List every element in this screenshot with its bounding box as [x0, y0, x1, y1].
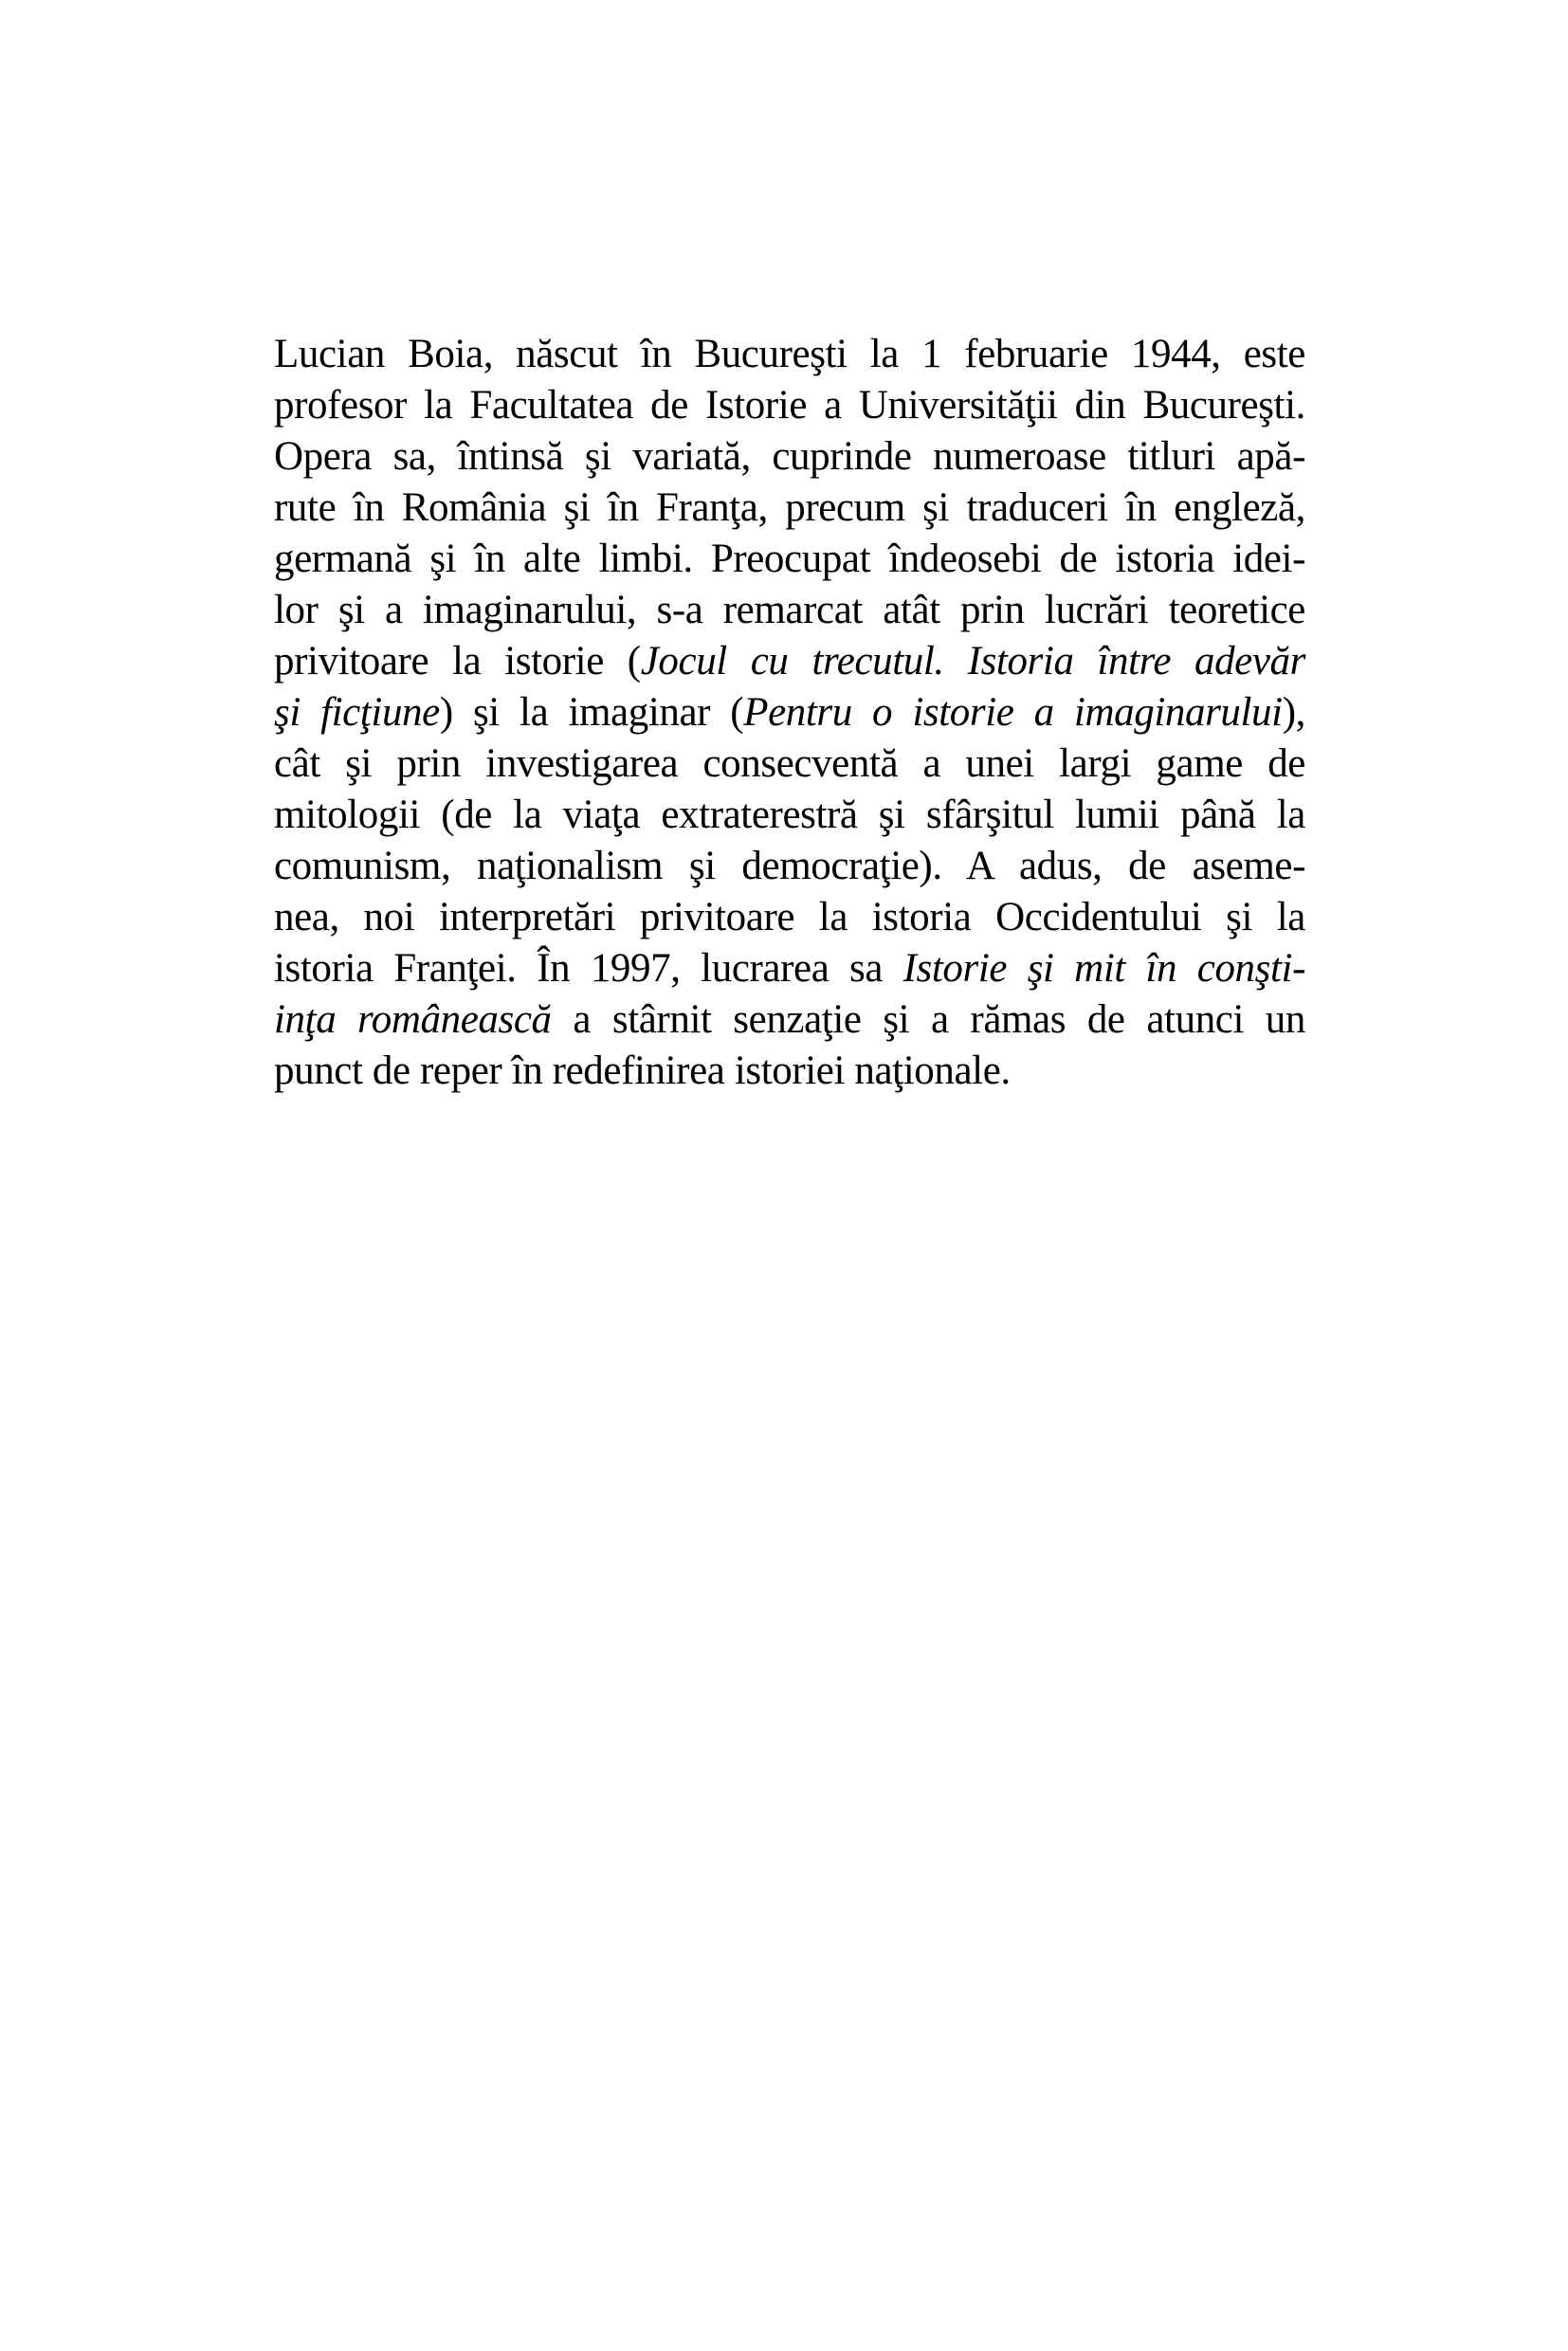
text-segment: comunism, naţionalism şi democraţie). A adus, de aseme-	[274, 844, 1305, 888]
text-segment: a stârnit senzaţie şi a rămas de atunci un	[551, 997, 1305, 1042]
text-segment: lor şi a imaginarului, s-a remarcat atât prin lucrări teoretice	[274, 588, 1305, 632]
text-segment: istoria Franţei. În 1997, lucrarea sa	[274, 946, 903, 991]
text-segment: Opera sa, întinsă şi variată, cuprinde numeroase titluri apă-	[274, 434, 1305, 479]
text-line	[274, 380, 1305, 431]
text-line	[274, 585, 1305, 636]
text-segment-italic: Pentru o istorie a imaginarului	[743, 690, 1283, 735]
text-segment: rute în România şi în Franţa, precum şi traduceri în engleză,	[274, 485, 1305, 530]
text-line	[274, 431, 1305, 483]
text-line	[274, 841, 1305, 892]
text-segment: Lucian Boia, născut în Bucureşti la 1 februarie 1944, este	[274, 332, 1305, 376]
text-line	[274, 892, 1305, 943]
text-segment-italic: inţa românească	[274, 997, 552, 1042]
text-line	[274, 483, 1305, 534]
text-segment-italic: Jocul cu trecutul. Istoria între adevăr	[640, 639, 1305, 683]
text-line	[274, 943, 1305, 994]
text-segment: cât şi prin investigarea consecventă a unei largi game de	[274, 741, 1305, 786]
author-bio-paragraph	[274, 329, 1305, 1097]
text-segment: punct de reper în redefinirea istoriei naţionale.	[274, 1048, 1011, 1093]
text-line	[274, 534, 1305, 585]
text-segment: germană şi în alte limbi. Preocupat îndeosebi de istoria idei-	[274, 537, 1305, 581]
text-line	[274, 636, 1305, 687]
text-segment: ),	[1282, 690, 1305, 735]
text-segment: ) şi la imaginar (	[439, 690, 744, 735]
text-segment: nea, noi interpretări privitoare la istoria Occidentului şi la	[274, 895, 1305, 939]
text-segment-italic: şi ficţiune	[274, 690, 440, 735]
text-line	[274, 994, 1305, 1046]
text-segment: profesor la Facultatea de Istorie a Universităţii din Bucureşti.	[274, 383, 1305, 428]
text-line	[274, 738, 1305, 790]
text-line	[274, 1046, 1305, 1097]
text-line	[274, 790, 1305, 841]
text-segment: privitoare la istorie (	[274, 639, 641, 683]
text-segment-italic: Istorie şi mit în conşti-	[903, 946, 1305, 991]
text-line	[274, 687, 1305, 738]
text-segment: mitologii (de la viaţa extraterestră şi sfârşitul lumii până la	[274, 793, 1305, 837]
text-line	[274, 329, 1305, 380]
